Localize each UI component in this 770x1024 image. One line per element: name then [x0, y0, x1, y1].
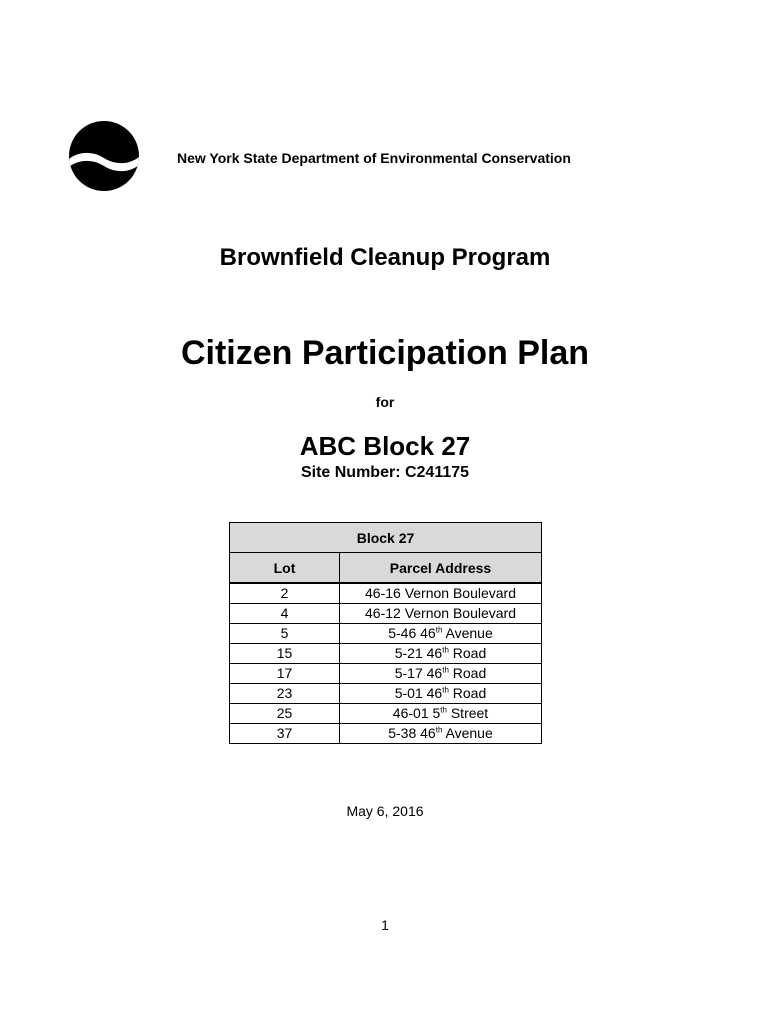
lot-cell: 23: [230, 684, 340, 704]
address-cell: 5-21 46th Road: [340, 644, 542, 664]
lot-cell: 2: [230, 583, 340, 604]
address-cell: 5-17 46th Road: [340, 664, 542, 684]
block-title: Block 27: [230, 523, 542, 553]
table-row: [230, 624, 542, 644]
address-cell: 5-01 46th Road: [340, 684, 542, 704]
lot-cell: 4: [230, 604, 340, 624]
table-row: [230, 583, 542, 604]
address-cell: 5-38 46th Avenue: [340, 724, 542, 744]
column-header-address: Parcel Address: [340, 553, 542, 584]
program-title: Brownfield Cleanup Program: [219, 244, 551, 271]
table-row: [230, 604, 542, 624]
for-label: for: [375, 394, 395, 410]
table-row: [230, 664, 542, 684]
lot-cell: 17: [230, 664, 340, 684]
table-row: [230, 644, 542, 664]
page-number: 1: [381, 917, 389, 933]
parcel-table: [229, 522, 542, 744]
address-cell: 5-46 46th Avenue: [340, 624, 542, 644]
table-row: [230, 684, 542, 704]
document-title: Citizen Participation Plan: [180, 334, 590, 372]
dec-logo-icon: [69, 121, 139, 191]
lot-cell: 15: [230, 644, 340, 664]
document-date: May 6, 2016: [346, 803, 424, 819]
lot-cell: 5: [230, 624, 340, 644]
lot-cell: 25: [230, 704, 340, 724]
site-number: Site Number: C241175: [300, 464, 470, 481]
address-cell: 46-01 5th Street: [340, 704, 542, 724]
address-cell: 46-16 Vernon Boulevard: [340, 583, 542, 604]
column-header-lot: Lot: [230, 553, 340, 584]
table-row: [230, 704, 542, 724]
address-cell: 46-12 Vernon Boulevard: [340, 604, 542, 624]
lot-cell: 37: [230, 724, 340, 744]
site-name: ABC Block 27: [299, 431, 471, 461]
agency-name: New York State Department of Environmental Conservation: [177, 150, 571, 166]
table-row: [230, 724, 542, 744]
